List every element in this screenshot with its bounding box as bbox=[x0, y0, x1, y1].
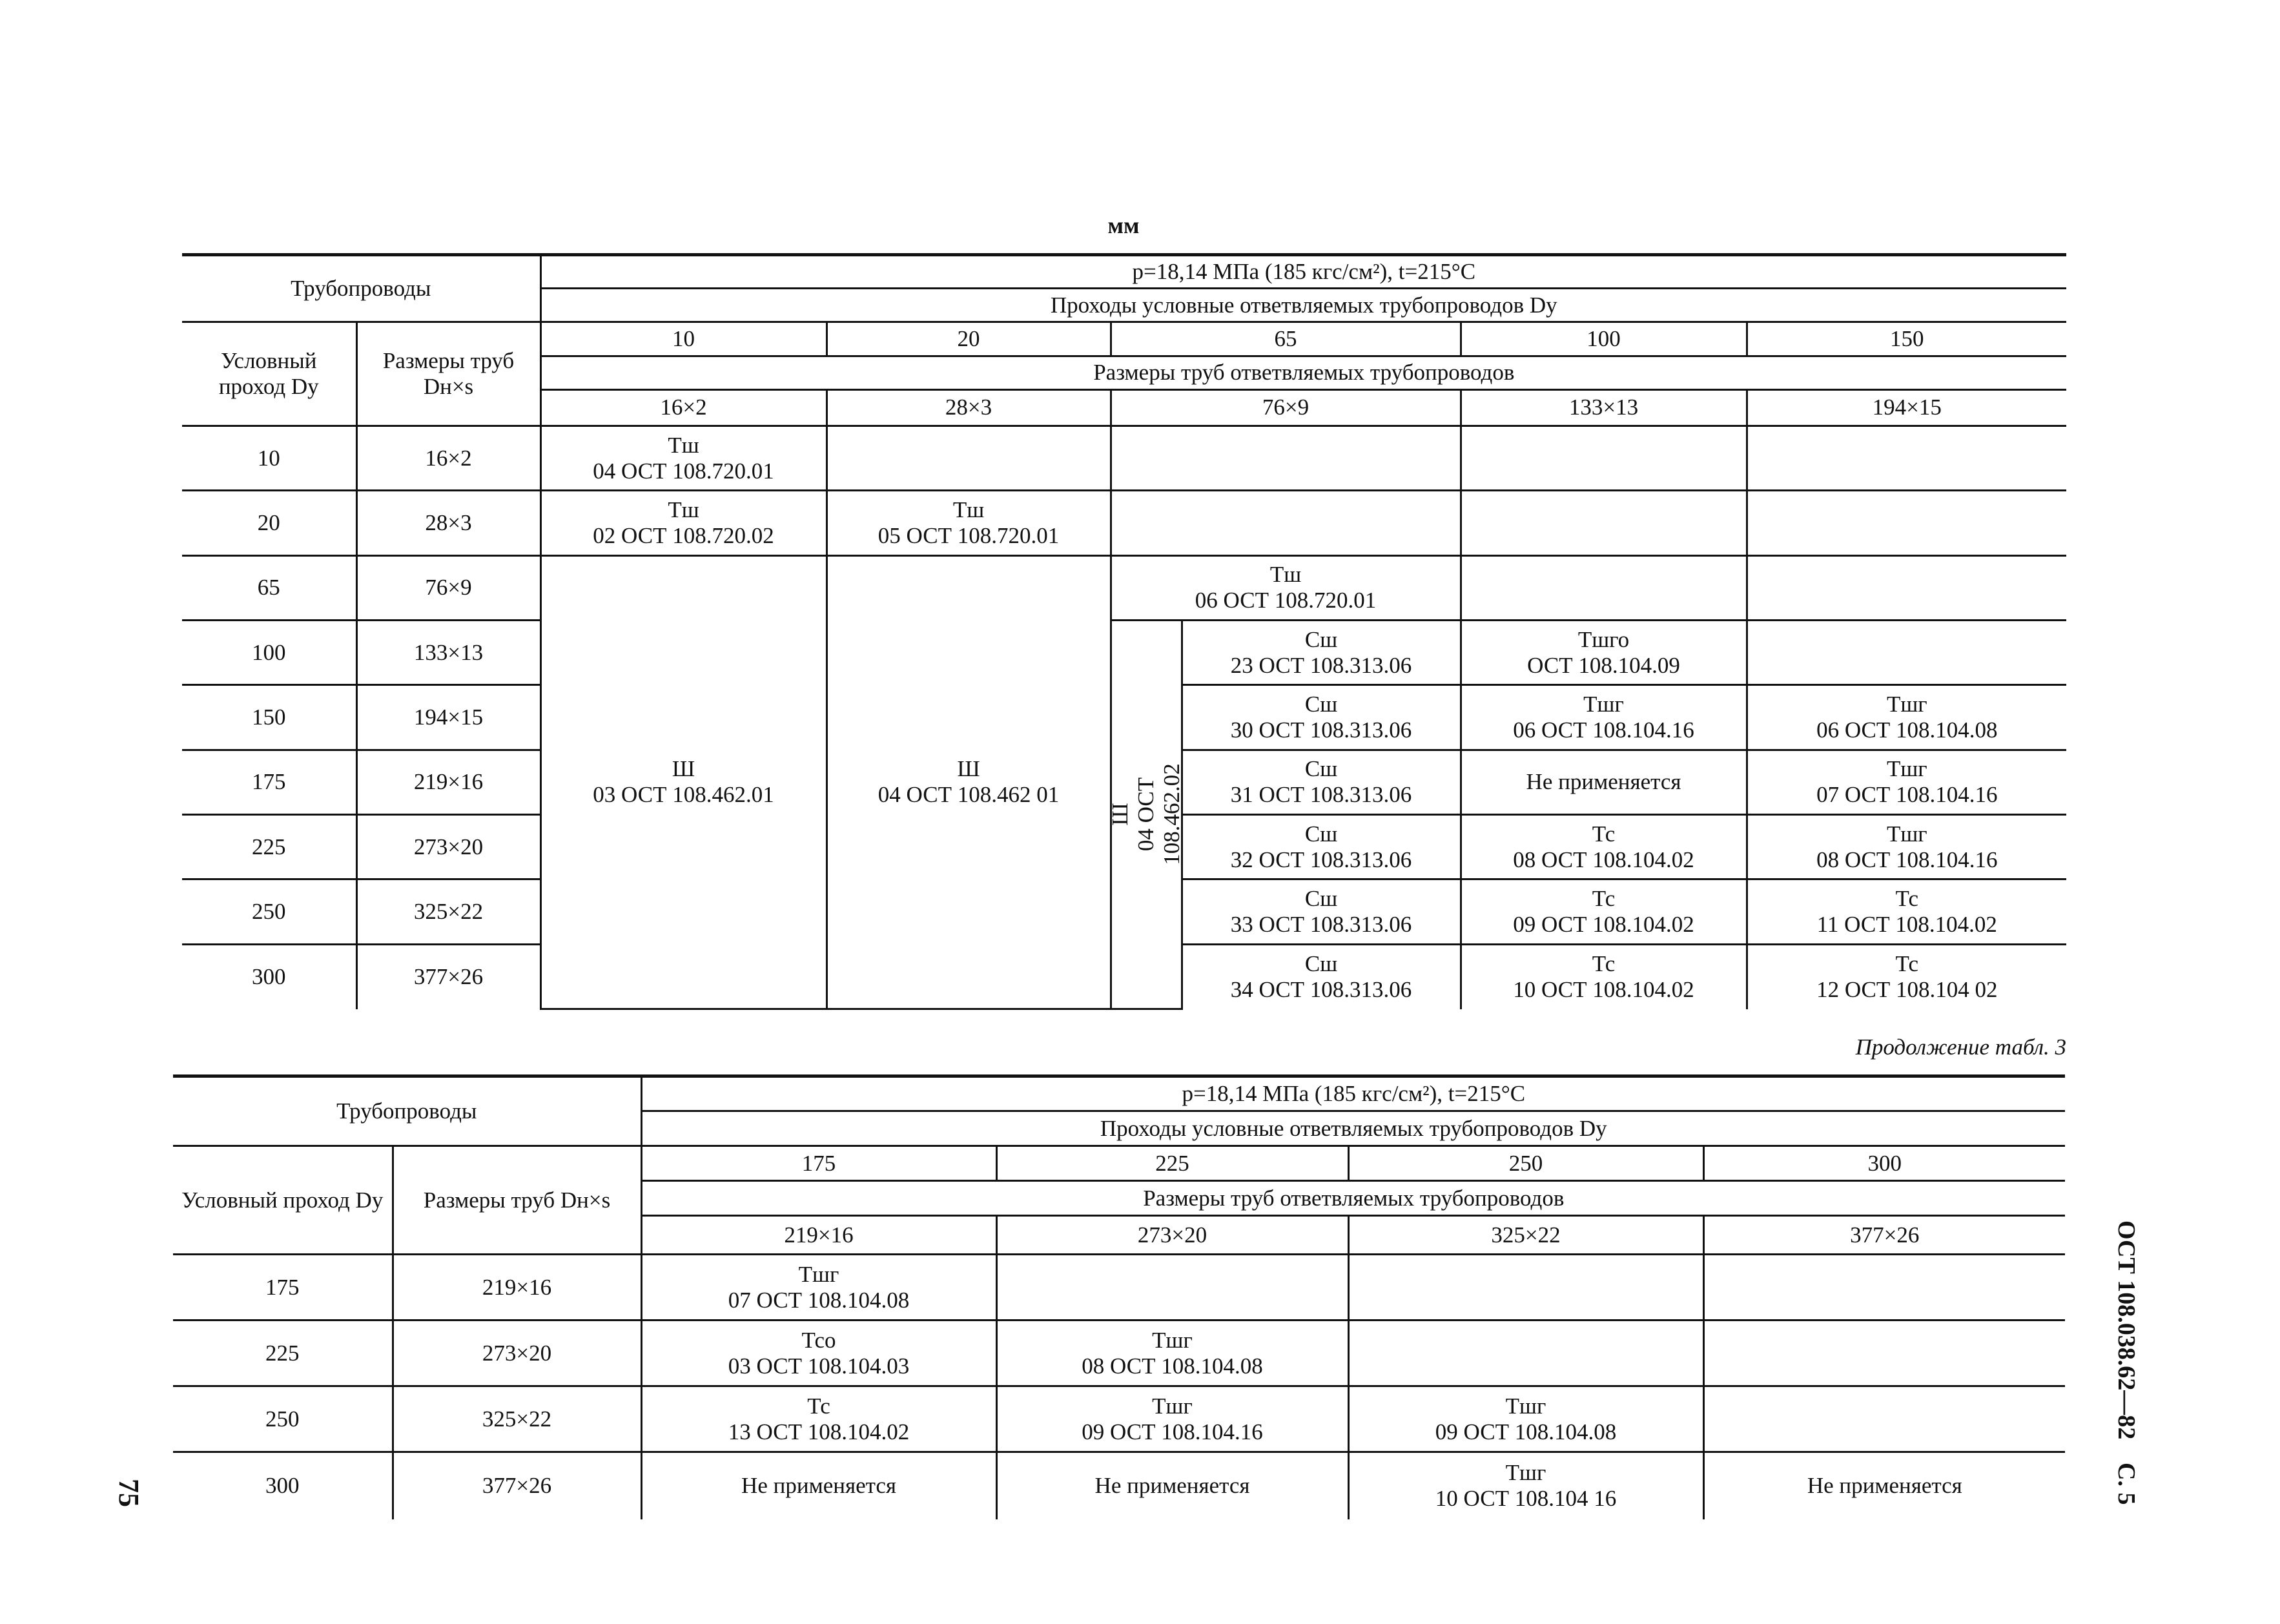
pipes-header: Трубопроводы bbox=[173, 1076, 641, 1146]
fitting-cell: Сш 31 ОСТ 108.313.06 bbox=[1182, 750, 1461, 814]
fitting-cell bbox=[996, 1255, 1348, 1321]
row-dy: 175 bbox=[182, 750, 356, 814]
branch-dy: 300 bbox=[1703, 1146, 2065, 1181]
vertical-cell: Ш 04 ОСТ 108.462.02 bbox=[1111, 620, 1182, 1009]
row-dy: 20 bbox=[182, 491, 356, 555]
fitting-cell bbox=[1703, 1255, 2065, 1321]
row-size: 219×16 bbox=[393, 1255, 641, 1321]
fitting-cell: Тшг 10 ОСТ 108.104 16 bbox=[1348, 1452, 1703, 1519]
fitting-cell: Тс 11 ОСТ 108.104.02 bbox=[1747, 879, 2066, 944]
fitting-cell: Тшго ОСТ 108.104.09 bbox=[1461, 620, 1747, 684]
branch-size: 377×26 bbox=[1703, 1216, 2065, 1255]
branch-dy: 20 bbox=[827, 322, 1111, 356]
fitting-cell: Тс 12 ОСТ 108.104 02 bbox=[1747, 944, 2066, 1009]
fitting-cell: Тшг 07 ОСТ 108.104.08 bbox=[641, 1255, 996, 1321]
table-2 bbox=[173, 1074, 2065, 1519]
row-dy: 65 bbox=[182, 555, 356, 620]
row-dy: 225 bbox=[173, 1321, 393, 1386]
col-size-header: Размеры труб Dн×s bbox=[393, 1146, 641, 1255]
fitting-cell bbox=[1348, 1321, 1703, 1386]
table-row bbox=[173, 1386, 2065, 1452]
branch-size: 133×13 bbox=[1461, 389, 1747, 426]
condition-header: p=18,14 МПа (185 кгс/см²), t=215°С bbox=[540, 255, 2066, 289]
row-size: 273×20 bbox=[393, 1321, 641, 1386]
row-dy: 300 bbox=[173, 1452, 393, 1519]
fitting-cell: Тш 02 ОСТ 108.720.02 bbox=[540, 491, 827, 555]
branch-size: 219×16 bbox=[641, 1216, 996, 1255]
branch-dy: 100 bbox=[1461, 322, 1747, 356]
branch-size: 16×2 bbox=[540, 389, 827, 426]
branch-size: 194×15 bbox=[1747, 389, 2066, 426]
branch-sizes-header: Размеры труб ответвляемых трубопроводов bbox=[641, 1181, 2065, 1216]
fitting-cell: Тшг 09 ОСТ 108.104.16 bbox=[996, 1386, 1348, 1452]
header-mark: мм bbox=[1107, 212, 1140, 238]
fitting-cell: Тшг 06 ОСТ 108.104.16 bbox=[1461, 685, 1747, 750]
page-number: 75 bbox=[113, 1479, 145, 1507]
fitting-cell: Сш 30 ОСТ 108.313.06 bbox=[1182, 685, 1461, 750]
row-dy: 250 bbox=[182, 879, 356, 944]
row-dy: 300 bbox=[182, 944, 356, 1009]
table-row bbox=[173, 1452, 2065, 1519]
fitting-cell: Сш 33 ОСТ 108.313.06 bbox=[1182, 879, 1461, 944]
fitting-cell: Ш 04 ОСТ 108.462 01 bbox=[827, 555, 1111, 1009]
row-size: 133×13 bbox=[356, 620, 540, 684]
side-page-label: С. 5 bbox=[2113, 1463, 2140, 1505]
branch-size: 28×3 bbox=[827, 389, 1111, 426]
row-size: 76×9 bbox=[356, 555, 540, 620]
col-dy-header: Условный проход Dу bbox=[182, 322, 356, 426]
fitting-cell: Не применяется bbox=[1461, 750, 1747, 814]
fitting-cell: Сш 34 ОСТ 108.313.06 bbox=[1182, 944, 1461, 1009]
col-size-header: Размеры труб Dн×s bbox=[356, 322, 540, 426]
fitting-cell: Тс 10 ОСТ 108.104.02 bbox=[1461, 944, 1747, 1009]
pipes-header: Трубопроводы bbox=[182, 255, 540, 322]
row-size: 325×22 bbox=[356, 879, 540, 944]
branch-size: 273×20 bbox=[996, 1216, 1348, 1255]
row-size: 325×22 bbox=[393, 1386, 641, 1452]
table-row bbox=[173, 1321, 2065, 1386]
table-row bbox=[182, 555, 2066, 620]
branch-size: 325×22 bbox=[1348, 1216, 1703, 1255]
row-dy: 100 bbox=[182, 620, 356, 684]
branch-passes-header: Проходы условные ответвляемых трубопроводов Dу bbox=[641, 1111, 2065, 1146]
fitting-cell: Тшг 08 ОСТ 108.104.08 bbox=[996, 1321, 1348, 1386]
branch-dy: 150 bbox=[1747, 322, 2066, 356]
branch-sizes-header: Размеры труб ответвляемых трубопроводов bbox=[540, 356, 2066, 389]
row-size: 377×26 bbox=[393, 1452, 641, 1519]
row-size: 219×16 bbox=[356, 750, 540, 814]
fitting-cell: Тш 04 ОСТ 108.720.01 bbox=[540, 426, 827, 490]
branch-dy: 10 bbox=[540, 322, 827, 356]
fitting-cell: Не применяется bbox=[1703, 1452, 2065, 1519]
col-dy-header: Условный проход Dу bbox=[173, 1146, 393, 1255]
row-dy: 175 bbox=[173, 1255, 393, 1321]
row-size: 273×20 bbox=[356, 814, 540, 879]
fitting-cell: Тшг 08 ОСТ 108.104.16 bbox=[1747, 814, 2066, 879]
row-size: 377×26 bbox=[356, 944, 540, 1009]
fitting-cell: Тс 13 ОСТ 108.104.02 bbox=[641, 1386, 996, 1452]
branch-dy: 250 bbox=[1348, 1146, 1703, 1181]
branch-size: 76×9 bbox=[1111, 389, 1461, 426]
fitting-cell: Тс 09 ОСТ 108.104.02 bbox=[1461, 879, 1747, 944]
table-row bbox=[173, 1255, 2065, 1321]
branch-dy: 65 bbox=[1111, 322, 1461, 356]
row-dy: 250 bbox=[173, 1386, 393, 1452]
fitting-cell: Тсо 03 ОСТ 108.104.03 bbox=[641, 1321, 996, 1386]
fitting-cell: Тс 08 ОСТ 108.104.02 bbox=[1461, 814, 1747, 879]
branch-dy: 225 bbox=[996, 1146, 1348, 1181]
table-row bbox=[182, 620, 2066, 684]
row-dy: 150 bbox=[182, 685, 356, 750]
fitting-cell bbox=[1703, 1386, 2065, 1452]
row-size: 16×2 bbox=[356, 426, 540, 490]
branch-passes-header: Проходы условные ответвляемых трубопроводов Dу bbox=[540, 289, 2066, 322]
fitting-cell: Не применяется bbox=[641, 1452, 996, 1519]
fitting-cell: Сш 32 ОСТ 108.313.06 bbox=[1182, 814, 1461, 879]
row-size: 194×15 bbox=[356, 685, 540, 750]
row-size: 28×3 bbox=[356, 491, 540, 555]
row-dy: 225 bbox=[182, 814, 356, 879]
fitting-cell: Сш 23 ОСТ 108.313.06 bbox=[1182, 620, 1461, 684]
table-1 bbox=[182, 253, 2066, 1010]
fitting-cell bbox=[1703, 1321, 2065, 1386]
fitting-cell: Ш 03 ОСТ 108.462.01 bbox=[540, 555, 827, 1009]
fitting-cell: Тшг 06 ОСТ 108.104.08 bbox=[1747, 685, 2066, 750]
fitting-cell: Тшг 07 ОСТ 108.104.16 bbox=[1747, 750, 2066, 814]
continuation-caption: Продолжение табл. 3 bbox=[1855, 1034, 2066, 1060]
table-row bbox=[182, 426, 2066, 490]
row-dy: 10 bbox=[182, 426, 356, 490]
fitting-cell: Тш 05 ОСТ 108.720.01 bbox=[827, 491, 1111, 555]
side-doc-number: ОСТ 108.038.62—82 bbox=[2113, 1220, 2140, 1440]
fitting-cell: Не применяется bbox=[996, 1452, 1348, 1519]
condition-header: p=18,14 МПа (185 кгс/см²), t=215°С bbox=[641, 1076, 2065, 1111]
fitting-cell: Тш 06 ОСТ 108.720.01 bbox=[1111, 555, 1461, 620]
fitting-cell bbox=[1348, 1255, 1703, 1321]
table-row bbox=[182, 491, 2066, 555]
branch-dy: 175 bbox=[641, 1146, 996, 1181]
fitting-cell: Тшг 09 ОСТ 108.104.08 bbox=[1348, 1386, 1703, 1452]
